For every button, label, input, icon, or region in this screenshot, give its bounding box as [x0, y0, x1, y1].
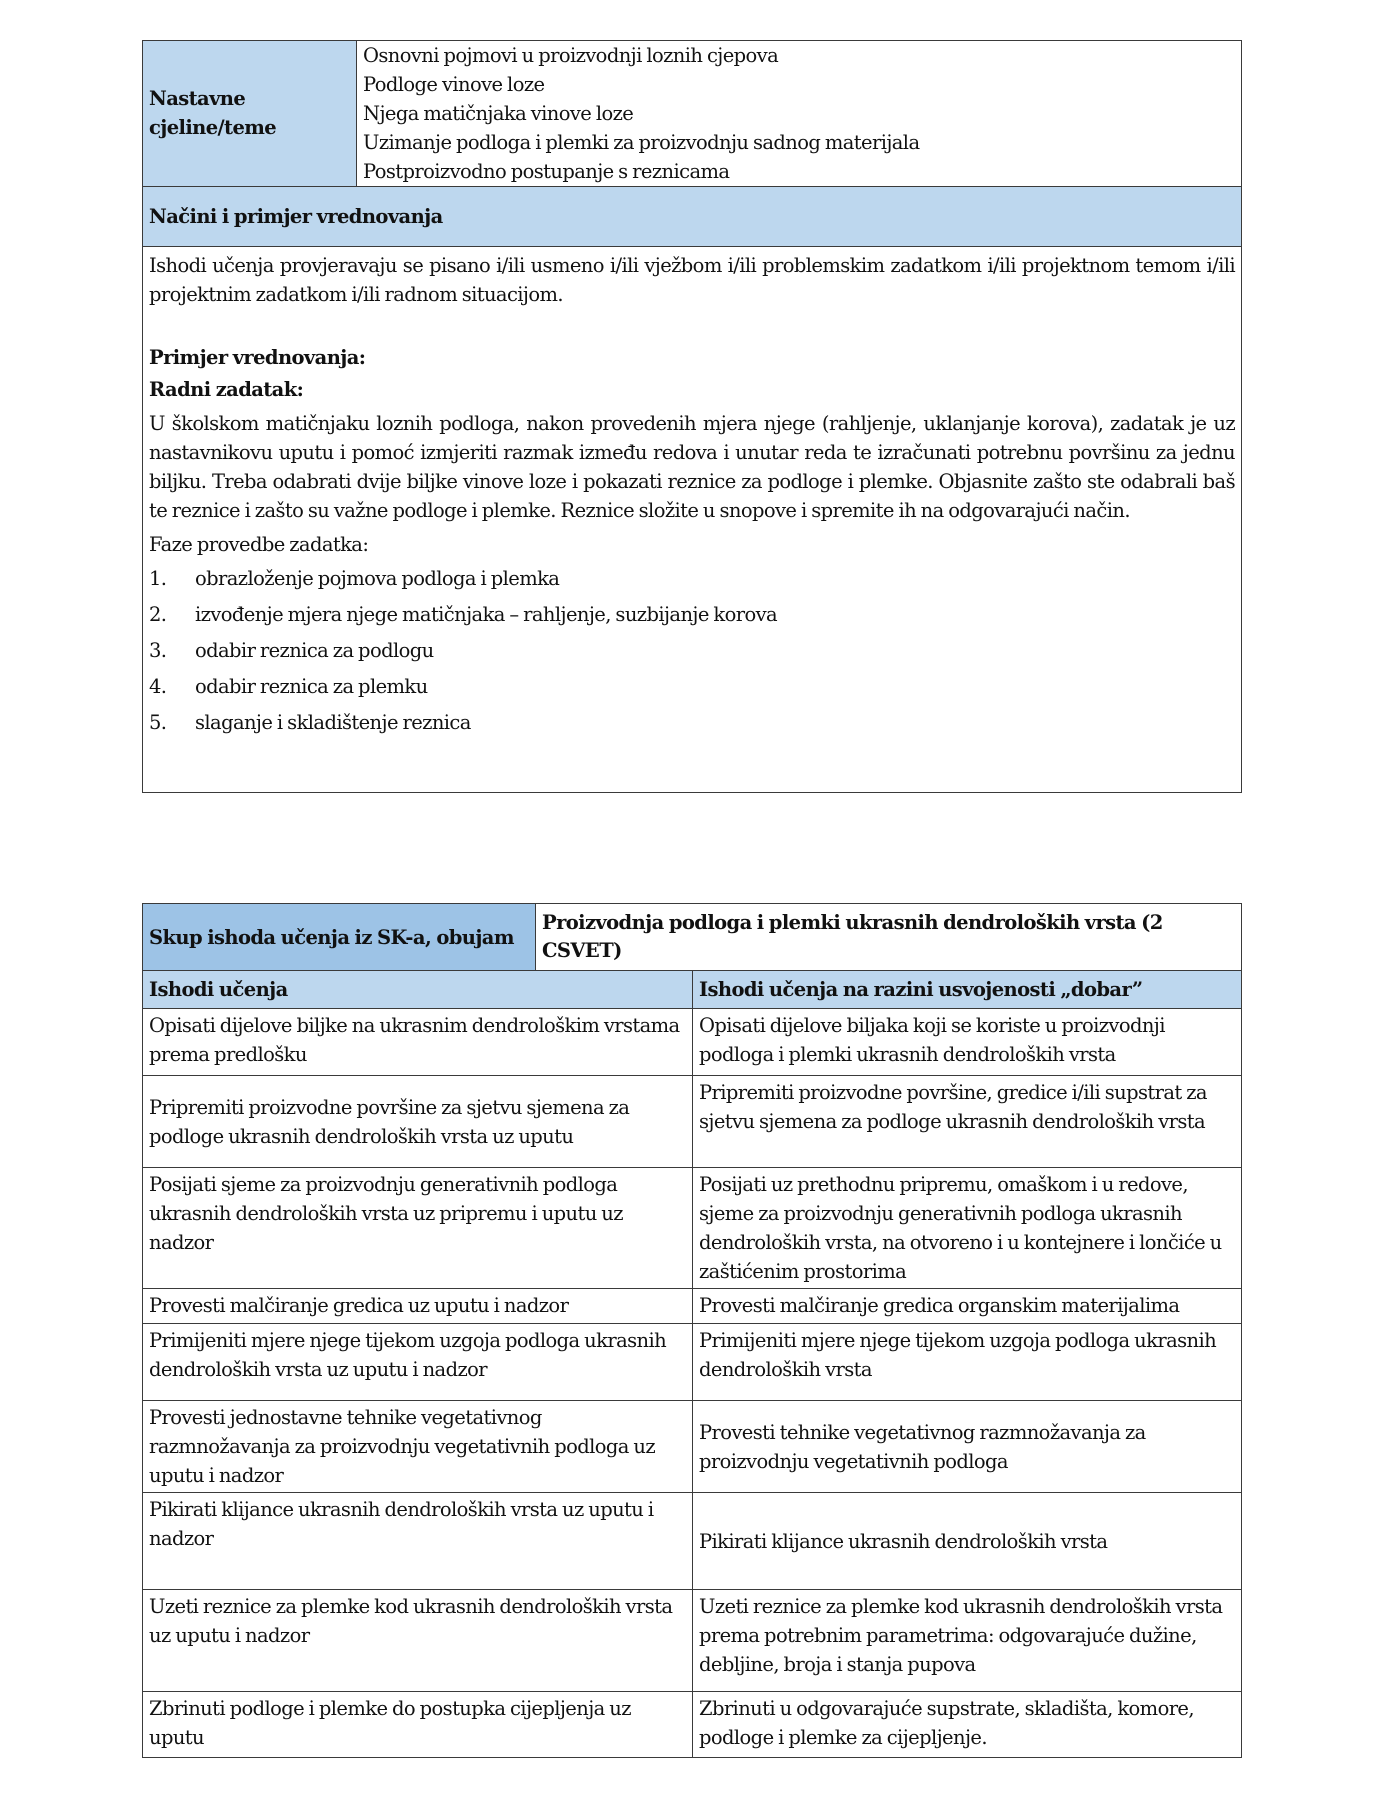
good-level-cell: Pripremiti proizvodne površine, gredice i/ili supstrat za sjetvu sjemena za podloge ukrasnih dendroloških vrsta [693, 1076, 1242, 1168]
phase-text: obrazloženje pojmova podloga i plemka [195, 567, 560, 590]
topic-item: Osnovni pojmovi u proizvodnji loznih cjepova [363, 44, 779, 67]
column-header-row [143, 971, 1242, 1009]
phase-text: slaganje i skladištenje reznica [195, 711, 471, 734]
task-text: U školskom matičnjaku loznih podloga, nakon provedenih mjera njege (rahljenje, uklanjanje korova), zadatak je uz nastavnikovu uputu i pomoć izmjeriti razmak između redova i unutar reda te izračunati potrebnu površinu za jednu biljku. Treba odabrati dvije biljke vinove loze i pokazati reznice za podloge i plemke. Objasnite zašto ste odabrali baš te reznice i zašto su važne podloge i plemke. Reznice složite u snopove i spremite ih na odgovarajući način. [149, 412, 1235, 522]
evaluation-heading: Načini i primjer vrednovanja [143, 187, 1242, 247]
good-level-cell: Provesti malčiranje gredica organskim materijalima [693, 1289, 1242, 1324]
outcome-cell: Posijati sjeme za proizvodnju generativnih podloga ukrasnih dendroloških vrsta uz pripremu i uputu uz nadzor [143, 1168, 693, 1289]
table-row [143, 1692, 1242, 1758]
outcome-cell: Uzeti reznice za plemke kod ukrasnih dendroloških vrsta uz uputu i nadzor [143, 1590, 693, 1692]
phase-number: 1. [149, 567, 167, 590]
table-row [143, 1168, 1242, 1289]
topics-label: Nastavne cjeline/teme [143, 41, 357, 187]
topics-list [357, 41, 1242, 187]
phase-item [149, 561, 1235, 597]
good-level-cell: Provesti tehnike vegetativnog razmnožavanja za proizvodnju vegetativnih podloga [693, 1401, 1242, 1493]
table-row [143, 1493, 1242, 1590]
outcome-cell: Zbrinuti podloge i plemke do postupka cijepljenja uz uputu [143, 1692, 693, 1758]
phase-number: 2. [149, 603, 167, 626]
outcome-cell: Pripremiti proizvodne površine za sjetvu sjemena za podloge ukrasnih dendroloških vrsta uz uputu [143, 1076, 693, 1168]
outcome-cell: Pikirati klijance ukrasnih dendroloških vrsta uz uputu i nadzor [143, 1493, 693, 1590]
good-level-cell: Uzeti reznice za plemke kod ukrasnih dendroloških vrsta prema potrebnim parametrima: odgovarajuće dužine, debljine, broja i stanja pupova [693, 1590, 1242, 1692]
outcome-cell: Opisati dijelove biljke na ukrasnim dendrološkim vrstama prema predlošku [143, 1009, 693, 1076]
evaluation-body-row [143, 247, 1242, 793]
set-value: Proizvodnja podloga i plemki ukrasnih dendroloških vrsta (2 CSVET) [536, 904, 1242, 971]
good-level-cell: Zbrinuti u odgovarajuće supstrate, skladišta, komore, podloge i plemke za cijepljenje. [693, 1692, 1242, 1758]
learning-outcomes-table [142, 903, 1242, 1758]
phase-text: odabir reznica za podlogu [195, 639, 434, 662]
phase-text: odabir reznica za plemku [195, 675, 428, 698]
phase-text: izvođenje mjera njege matičnjaka – rahljenje, suzbijanje korova [195, 603, 778, 626]
phase-number: 5. [149, 711, 167, 734]
topics-row [143, 41, 1242, 187]
good-level-cell: Opisati dijelove biljaka koji se koriste u proizvodnji podloga i plemki ukrasnih dendroloških vrsta [693, 1009, 1242, 1076]
col-header-outcomes: Ishodi učenja [143, 971, 693, 1009]
table-row [143, 1401, 1242, 1493]
good-level-cell: Pikirati klijance ukrasnih dendroloških vrsta [693, 1493, 1242, 1590]
outcome-cell: Provesti malčiranje gredica uz uputu i nadzor [143, 1289, 693, 1324]
topic-item: Njega matičnjaka vinove loze [363, 102, 634, 125]
set-label: Skup ishoda učenja iz SK-a, obujam [143, 904, 536, 971]
topic-item: Postproizvodno postupanje s reznicama [363, 160, 730, 183]
col-header-good-level: Ishodi učenja na razini usvojenosti „dobar” [693, 971, 1242, 1009]
phase-item [149, 633, 1235, 669]
phase-number: 3. [149, 639, 167, 662]
phase-item [149, 597, 1235, 633]
outcome-cell: Provesti jednostavne tehnike vegetativnog razmnožavanja za proizvodnju vegetativnih podloga uz uputu i nadzor [143, 1401, 693, 1493]
set-row [143, 904, 1242, 971]
phases-heading: Faze provedbe zadatka: [149, 533, 369, 556]
table-row [143, 1324, 1242, 1401]
table-row [143, 1590, 1242, 1692]
table-row [143, 1076, 1242, 1168]
evaluation-body [143, 247, 1242, 793]
evaluation-heading-row [143, 187, 1242, 247]
task-heading: Radni zadatak: [149, 378, 304, 401]
good-level-cell: Posijati uz prethodnu pripremu, omaškom i u redove, sjeme za proizvodnju generativnih podloga ukrasnih dendroloških vrsta, na otvoreno i u kontejnere i lončiće u zaštićenim prostorima [693, 1168, 1242, 1289]
phase-item [149, 705, 1235, 741]
outcome-cell: Primijeniti mjere njege tijekom uzgoja podloga ukrasnih dendroloških vrsta uz uputu i nadzor [143, 1324, 693, 1401]
table-row [143, 1289, 1242, 1324]
topic-item: Uzimanje podloga i plemki za proizvodnju sadnog materijala [363, 131, 920, 154]
phase-item [149, 669, 1235, 705]
good-level-cell: Primijeniti mjere njege tijekom uzgoja podloga ukrasnih dendroloških vrsta [693, 1324, 1242, 1401]
evaluation-intro: Ishodi učenja provjeravaju se pisano i/ili usmeno i/ili vježbom i/ili problemskim zadatkom i/ili projektnom temom i/ili projektnim zadatkom i/ili radnom situacijom. [149, 254, 1235, 306]
curriculum-topics-table [142, 40, 1242, 793]
phase-number: 4. [149, 675, 167, 698]
topic-item: Podloge vinove loze [363, 73, 545, 96]
table-row [143, 1009, 1242, 1076]
example-heading: Primjer vrednovanja: [149, 346, 366, 369]
